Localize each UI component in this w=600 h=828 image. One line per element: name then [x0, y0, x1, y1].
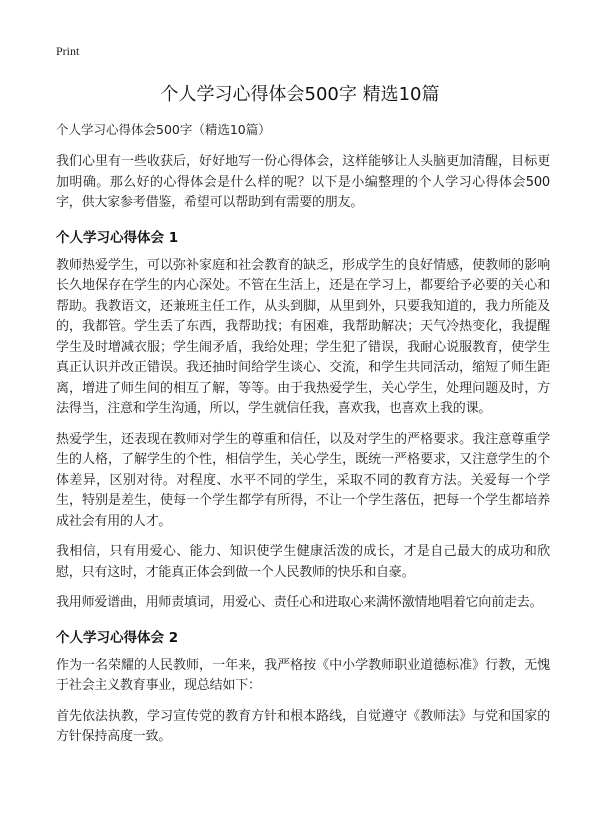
print-link[interactable]: Print — [56, 44, 80, 58]
intro-paragraph: 我们心里有一些收获后，好好地写一份心得体会，这样能够让人头脑更加清醒，目标更加明确。那么好的心得体会是什么样的呢？以下是小编整理的个人学习心得体会500字，供大家参考借鉴，希望可以帮助到有需要的朋友。 — [56, 154, 550, 210]
section-2-paragraph-2: 首先依法执教，学习宣传党的教育方针和根本路线，自觉遵守《教师法》与党和国家的方针保持高度一致。 — [56, 708, 550, 744]
page-title: 个人学习心得体会500字 精选10篇 — [160, 84, 440, 105]
section-1-paragraph-4: 我用师爱谱曲，用师责填词，用爱心、责任心和进取心来满怀激情地唱着它向前走去。 — [56, 595, 543, 610]
section-1-paragraph-3: 我相信，只有用爱心、能力、知识使学生健康活泼的成长，才是自己最大的成功和欣慰，只有这时，才能真正体会到做一个人民教师的快乐和自豪。 — [56, 544, 550, 580]
article-subtitle: 个人学习心得体会500字（精选10篇） — [56, 122, 271, 137]
article-body — [56, 120, 550, 758]
section-2-paragraph-1: 作为一名荣耀的人民教师，一年来，我严格按《中小学教师职业道德标准》行教，无愧于社会主义教育事业，现总结如下： — [56, 657, 550, 693]
section-1-paragraph-1: 教师热爱学生，可以弥补家庭和社会教育的缺乏，形成学生的良好情感，使教师的影响长久地保存在学生的内心深处。不管在生活上，还是在学习上，都要给予必要的关心和帮助。我教语文，还兼班主任工作，从头到脚，从里到外，只要我知道的，我力所能及的，我都管。学生丢了东西，我帮助找；有困难，我帮助解决；天气冷热变化，我提醒学生及时增减衣服；学生闹矛盾，我给处理；学生犯了错误，我耐心说服教育，使学生真正认识并改正错误。我还抽时间给学生谈心、交流，和学生共同活动，缩短了师生距离，增进了师生间的相互了解，等等。由于我热爱学生，关心学生，处理问题及时，方法得当，注意和学生沟通，所以，学生就信任我，喜欢我，也喜欢上我的课。 — [56, 257, 550, 416]
section-heading-2: 个人学习心得体会 2 — [56, 629, 179, 646]
section-heading-1: 个人学习心得体会 1 — [56, 229, 179, 246]
section-1-paragraph-2: 热爱学生，还表现在教师对学生的尊重和信任，以及对学生的严格要求。我注意尊重学生的人格，了解学生的个性，相信学生，关心学生，既统一严格要求，又注意学生的个体差异，区别对待。对程度、水平不同的学生，采取不同的教育方法。关爱每一个学生，特别是差生，使每一个学生都学有所得，不让一个学生落伍，把每一个学生都培养成社会有用的人才。 — [56, 431, 550, 529]
